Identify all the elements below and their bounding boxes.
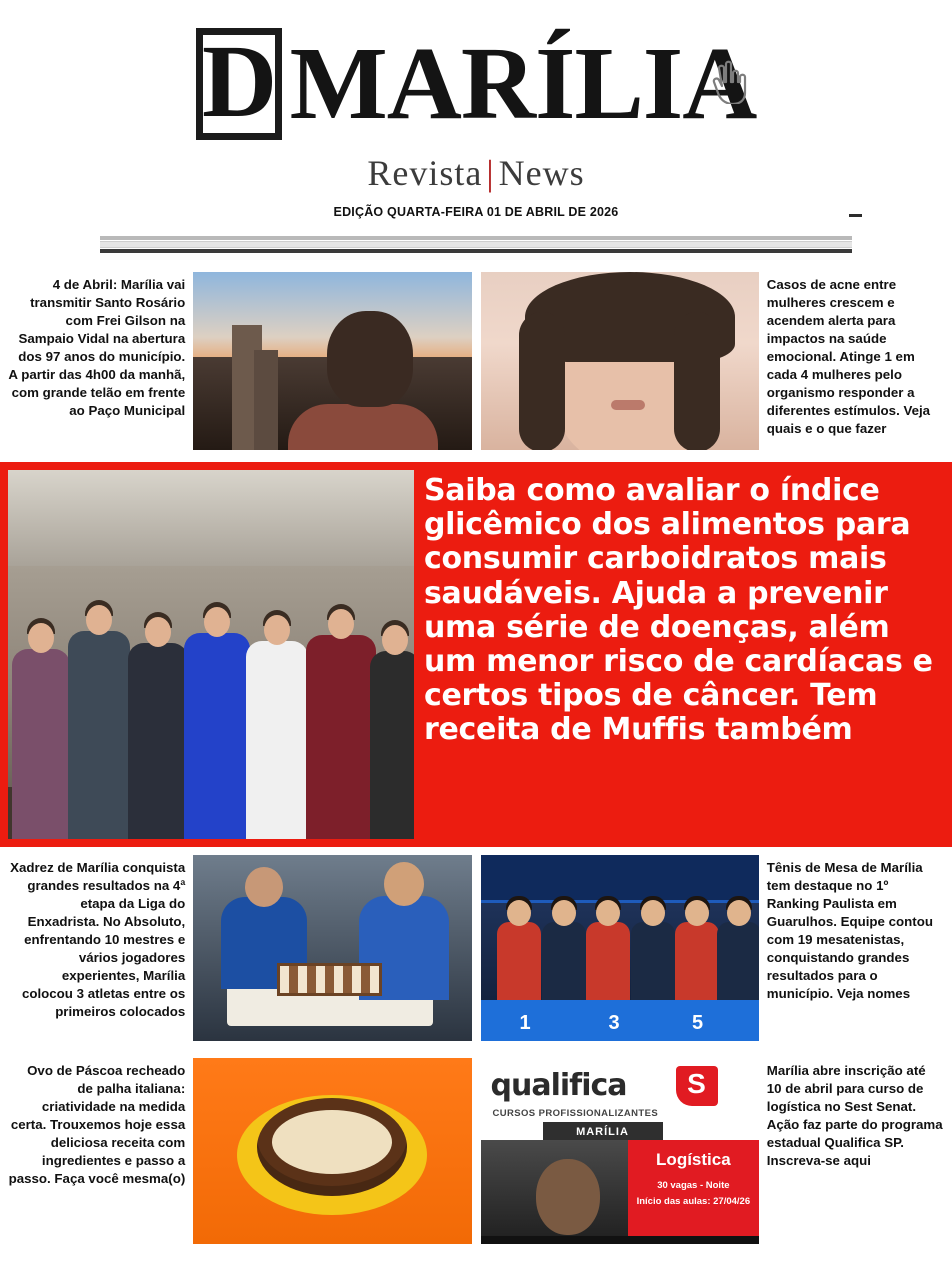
photo-person-4-head bbox=[204, 607, 230, 637]
tagline-separator: | bbox=[486, 153, 495, 193]
photo-athlete-5-head bbox=[685, 900, 709, 926]
photo-athlete-2 bbox=[542, 922, 586, 1000]
photo-person-7-head bbox=[382, 625, 408, 655]
pointer-hand-icon bbox=[705, 58, 749, 104]
photo-athlete-1 bbox=[497, 922, 541, 1000]
photo-hair-left bbox=[519, 312, 565, 450]
story-text-xadrez[interactable]: Xadrez de Marília conquista grandes resultados na 4ª etapa da Liga do Enxadrista. No Absoluto, enfrentando 10 mestres e vários jogadores experientes, Marília colocou 3 atletas entre os primeiros colocados bbox=[10, 860, 186, 1019]
story-text-santo-rosario[interactable]: 4 de Abril: Marília vai transmitir Santo Rosário com Frei Gilson na Sampaio Vidal na abertura dos 97 anos do município. A partir das 4h00 da manhã, com grande telão em frente ao Paço Municipal bbox=[8, 277, 186, 418]
story-text-tenis-de-mesa[interactable]: Tênis de Mesa de Marília tem destaque no 1º Ranking Paulista em Guarulhos. Equipe contou com 19 mesatenistas, conquistando grandes resultados para o município. Veja nomes bbox=[766, 860, 933, 1001]
qualifica-course-panel bbox=[628, 1140, 759, 1244]
story-text-acne[interactable]: Casos de acne entre mulheres crescem e acendem alerta para impactos na saúde emocional. Atinge 1 em cada 4 mulheres pelo organismo responder a diferentes estímulos. Veja quais e o que fazer bbox=[766, 277, 931, 436]
qualifica-course-name: Logística bbox=[656, 1149, 731, 1169]
photo-person-body bbox=[288, 404, 438, 450]
frei-gilson-photo[interactable] bbox=[193, 272, 471, 450]
photo-person-head bbox=[327, 311, 413, 407]
photo-person-4 bbox=[184, 633, 250, 839]
photo-building-2 bbox=[254, 350, 278, 450]
edition-dash bbox=[849, 214, 862, 217]
tagline-revista: Revista bbox=[367, 153, 483, 193]
story-text-qualifica[interactable]: Marília abre inscrição até 10 de abril para curso de logística no Sest Senat. Ação faz parte do programa estadual Qualifica SP. Inscreva-se aqui bbox=[766, 1063, 943, 1168]
photo-person-1 bbox=[12, 649, 70, 839]
logo-letter-d bbox=[196, 24, 282, 140]
divider-line-bottom bbox=[100, 249, 852, 253]
photo-person-5 bbox=[246, 641, 308, 839]
header-divider bbox=[100, 236, 852, 254]
photo-person-6 bbox=[306, 635, 376, 839]
photo-athlete-5 bbox=[675, 922, 719, 1000]
qualifica-person-face bbox=[536, 1159, 600, 1235]
qualifica-city-label: MARÍLIA bbox=[543, 1122, 663, 1142]
divider-line-top bbox=[100, 236, 852, 240]
podium-number-1: 1 bbox=[519, 1012, 531, 1035]
story-row-2 bbox=[0, 855, 952, 1051]
photo-athlete-3 bbox=[586, 922, 630, 1000]
story-row-3 bbox=[0, 1058, 952, 1254]
photo-person-1-head bbox=[28, 623, 54, 653]
photo-person-5-head bbox=[264, 615, 290, 645]
qualifica-sp-mark: S bbox=[676, 1066, 718, 1106]
photo-athlete-4 bbox=[631, 922, 675, 1000]
divider-line-middle bbox=[100, 241, 852, 248]
photo-person-6-head bbox=[328, 609, 354, 639]
mulher-acne-photo[interactable] bbox=[481, 272, 759, 450]
edition-line: EDIÇÃO QUARTA-FEIRA 01 DE ABRIL DE 2026 bbox=[333, 205, 619, 219]
photo-hair-right bbox=[674, 312, 720, 450]
photo-person-3 bbox=[128, 643, 188, 839]
photo-chessboard bbox=[277, 963, 383, 996]
tagline-news: News bbox=[498, 153, 585, 193]
feature-headline[interactable]: Saiba como avaliar o índice glicêmico dos alimentos para consumir carboidratos mais saudáveis. Ajuda a prevenir uma série de doenças, além um menor risco de cardíacas e certos tipos de câncer. Tem receita de Muffis também bbox=[424, 473, 933, 748]
story-text-ovo-de-pascoa[interactable]: Ovo de Páscoa recheado de palha italiana: criatividade na medida certa. Trouxemos hoje essa deliciosa receita com ingredientes e passo a passo. Faça você mesma(o) bbox=[8, 1063, 186, 1186]
photo-person-3-head bbox=[145, 617, 171, 647]
tagline bbox=[0, 152, 952, 194]
photo-lips bbox=[611, 400, 645, 410]
podium-number-5: 5 bbox=[691, 1012, 704, 1035]
photo-ceiling bbox=[8, 470, 414, 566]
qualifica-subtitle: CURSOS PROFISSIONALIZANTES bbox=[492, 1108, 659, 1119]
qualifica-vagas: 30 vagas - Noite bbox=[657, 1179, 730, 1191]
photo-athlete-6 bbox=[717, 922, 759, 1000]
story-row-1 bbox=[0, 272, 952, 462]
tenis-mesa-podio-photo[interactable] bbox=[481, 855, 759, 1041]
photo-person-7 bbox=[370, 651, 414, 839]
ovo-pascoa-photo[interactable] bbox=[193, 1058, 471, 1244]
photo-person-2-head bbox=[86, 605, 112, 635]
photo-chess-player-right-head bbox=[384, 862, 424, 906]
photo-athlete-6-head bbox=[727, 900, 751, 926]
logo[interactable] bbox=[0, 24, 952, 141]
qualifica-bottom-strip bbox=[481, 1236, 759, 1244]
photo-palha-italiana-filling bbox=[272, 1110, 392, 1174]
xadrez-torneio-photo[interactable] bbox=[193, 855, 471, 1041]
qualifica-person-photo bbox=[481, 1140, 634, 1244]
photo-athlete-4-head bbox=[641, 900, 665, 926]
photo-athlete-3-head bbox=[596, 900, 620, 926]
photo-athlete-1-head bbox=[507, 900, 531, 926]
podium-number-3: 3 bbox=[608, 1012, 620, 1035]
logo-wordmark: MARÍLIA bbox=[289, 26, 757, 141]
photo-person-2 bbox=[68, 631, 130, 839]
qualifica-sp-banner[interactable] bbox=[481, 1058, 759, 1244]
photo-chess-player-left-head bbox=[245, 867, 283, 907]
grupo-evento-photo[interactable] bbox=[8, 470, 414, 839]
photo-athlete-2-head bbox=[552, 900, 576, 926]
masthead bbox=[0, 0, 952, 236]
qualifica-brand-text: qualifica bbox=[490, 1068, 627, 1103]
qualifica-inicio: Início das aulas: 27/04/26 bbox=[636, 1195, 751, 1207]
logo-letter-text: D bbox=[202, 24, 276, 140]
feature-story[interactable] bbox=[0, 462, 952, 847]
